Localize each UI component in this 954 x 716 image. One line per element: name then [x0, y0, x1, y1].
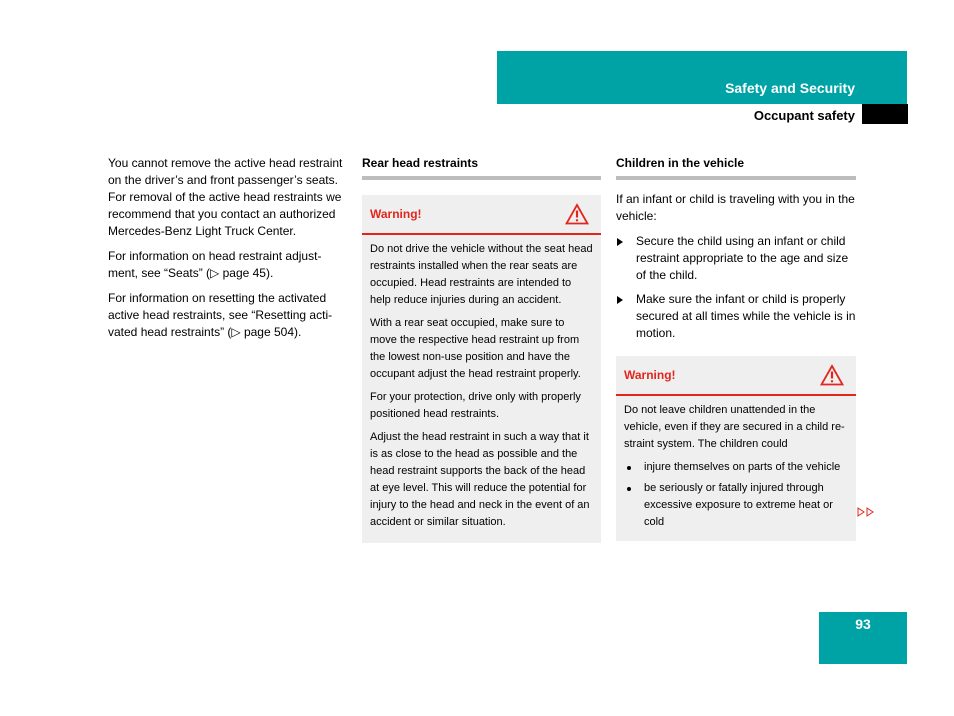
list-item	[624, 480, 848, 531]
warning-box	[616, 356, 856, 541]
children-in-vehicle-heading: Children in the vehicle	[616, 155, 856, 180]
column-right	[616, 155, 856, 541]
warning-paragraph: For your protection, drive only with properly positioned head restraints.	[370, 391, 581, 420]
warning-triangle-icon	[820, 364, 844, 392]
warning-triangle-icon	[565, 203, 589, 231]
column-left	[108, 155, 348, 349]
paragraph: For information on resetting the activated active head restraints, see “Resetting acti-vated head restraints” (▷ page 504).	[108, 291, 333, 339]
warning-body	[362, 235, 601, 543]
warning-label: Warning!	[370, 207, 422, 221]
warning-header	[362, 195, 601, 235]
sub-section-title: Occupant safety	[753, 108, 855, 123]
warning-bullet-list	[624, 459, 848, 531]
step-list	[616, 233, 856, 342]
section-title: Safety and Security	[725, 80, 855, 96]
arrow-bullet-icon	[617, 296, 623, 304]
warning-paragraph: Adjust the head restraint in such a way that it is as close to the head as possible and the head restraint supports the back of the head at eye level. This will reduce the potential for injury to the head and neck in the event of an accident or similar situation.	[370, 431, 590, 528]
continued-icon	[857, 504, 875, 522]
warning-paragraph: Do not leave children unattended in the vehicle, even if they are secured in a child re-straint system. The children could	[624, 404, 845, 450]
bullet-text: injure themselves on parts of the vehicle	[644, 461, 841, 473]
warning-paragraph: With a rear seat occupied, make sure to move the respective head restraint up from the lowest non-use position and have the occupant adjust the head restraint properly.	[370, 317, 581, 380]
paragraph: You cannot remove the active head restraint on the driver’s and front passenger’s seats.	[108, 156, 343, 187]
column-middle	[362, 155, 601, 543]
page-number-text: 93	[855, 616, 871, 632]
bullet-text: be seriously or fatally injured through excessive exposure to extreme heat or cold	[644, 482, 833, 528]
warning-body	[616, 396, 856, 541]
rear-head-restraints-heading: Rear head restraints	[362, 155, 601, 180]
list-item	[624, 459, 848, 476]
intro-paragraph: If an infant or child is traveling with you in the vehicle:	[616, 192, 855, 223]
bullet-dot-icon	[627, 466, 631, 470]
header-band	[497, 51, 907, 104]
bullet-dot-icon	[627, 487, 631, 491]
step-text: Secure the child using an infant or child restraint appropriate to the age and size of the child.	[636, 234, 849, 282]
paragraph: For removal of the active head restraints we recommend that you contact an authorized Mercedes-Benz Light Truck Center.	[108, 190, 342, 238]
page-number	[819, 612, 907, 664]
warning-box	[362, 195, 601, 543]
warning-label: Warning!	[624, 368, 676, 382]
list-item	[616, 291, 856, 342]
arrow-bullet-icon	[617, 238, 623, 246]
step-text: Make sure the infant or child is properly secured at all times while the vehicle is in motion.	[636, 292, 856, 340]
list-item	[616, 233, 856, 284]
warning-header	[616, 356, 856, 396]
paragraph: For information on head restraint adjust-ment, see “Seats” (▷ page 45).	[108, 249, 322, 280]
warning-paragraph: Do not drive the vehicle without the seat head restraints installed when the rear seats are occupied. Head restraints are intended to help reduce injuries during an accident.	[370, 243, 593, 306]
section-tab-marker	[862, 104, 908, 124]
